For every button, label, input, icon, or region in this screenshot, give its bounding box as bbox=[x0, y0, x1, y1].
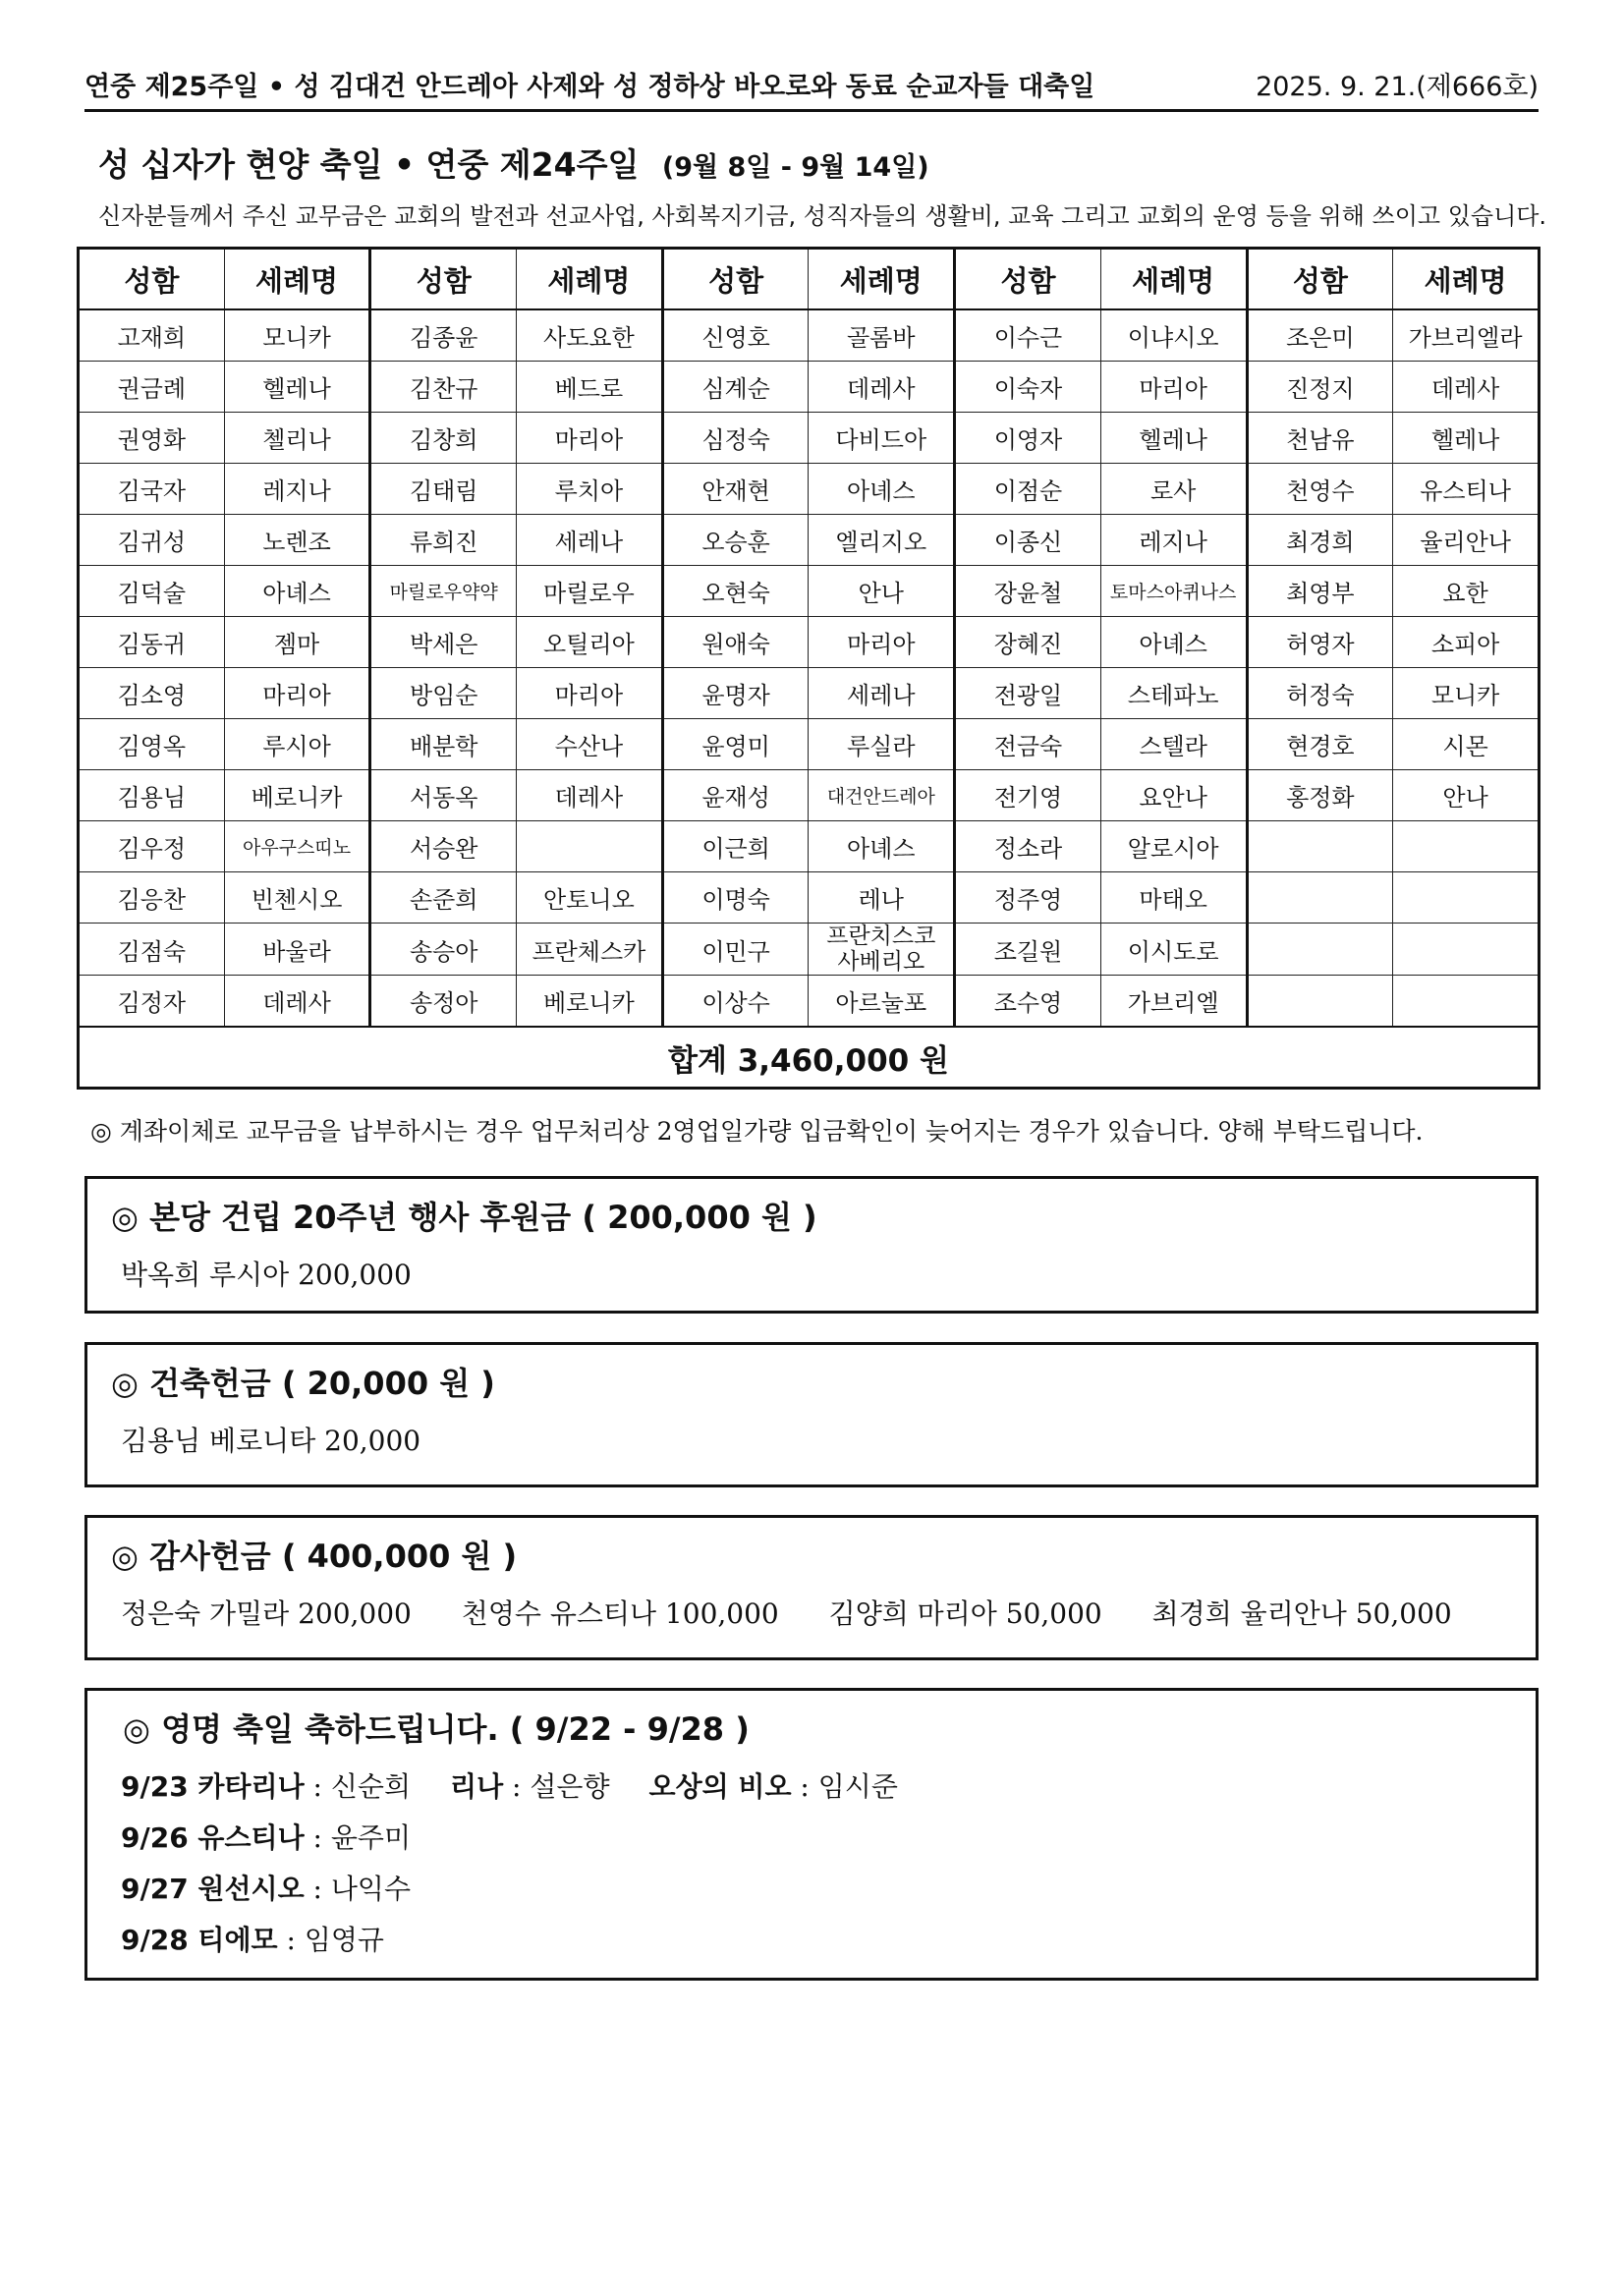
donor-name-cell: 오현숙 bbox=[662, 566, 809, 617]
baptism-name-cell: 오틸리아 bbox=[517, 617, 663, 668]
separator: : bbox=[791, 1770, 818, 1803]
section-title-text: 성 십자가 현양 축일 • 연중 제24주일 bbox=[98, 145, 640, 184]
donor-name-cell: 김찬규 bbox=[370, 362, 517, 413]
column-header-name: 성함 bbox=[370, 249, 517, 310]
donor-name-cell bbox=[1247, 976, 1393, 1028]
baptism-name-cell: 아녜스 bbox=[809, 464, 955, 515]
donor-name-cell: 홍정화 bbox=[1247, 770, 1393, 821]
donor-name-cell: 조은미 bbox=[1247, 309, 1393, 362]
baptism-name-cell: 이시도로 bbox=[1100, 924, 1247, 976]
parishioner-name: 임시준 bbox=[817, 1770, 898, 1803]
baptism-name-cell: 바울라 bbox=[224, 924, 370, 976]
baptism-name-cell: 유스티나 bbox=[1393, 464, 1540, 515]
baptism-name-cell: 세레나 bbox=[517, 515, 663, 566]
donor-name-cell: 전기영 bbox=[955, 770, 1101, 821]
baptism-name-cell: 루시아 bbox=[224, 719, 370, 770]
saint-name: 9/27 원선시오 bbox=[121, 1873, 305, 1905]
building-donation-entry: 김용님 베로니타 20,000 bbox=[121, 1425, 421, 1457]
parishioner-name: 나익수 bbox=[330, 1873, 412, 1905]
dues-table bbox=[77, 247, 1540, 1090]
baptism-name-cell: 젬마 bbox=[224, 617, 370, 668]
saint-name: 오상의 비오 bbox=[648, 1770, 792, 1803]
table-row bbox=[79, 309, 1540, 362]
total-row bbox=[79, 1027, 1540, 1089]
baptism-name-cell: 루치아 bbox=[517, 464, 663, 515]
baptism-name-cell: 노렌조 bbox=[224, 515, 370, 566]
thanksgiving-donation-entries bbox=[121, 1593, 1512, 1632]
anniversary-donation-entry: 박옥희 루시아 200,000 bbox=[121, 1259, 412, 1291]
thanksgiving-entry: 천영수 유스티나 100,000 bbox=[461, 1597, 779, 1630]
table-row bbox=[79, 872, 1540, 924]
baptism-name-cell: 헬레나 bbox=[1100, 413, 1247, 464]
baptism-name-cell: 율리안나 bbox=[1393, 515, 1540, 566]
donor-name-cell bbox=[1247, 821, 1393, 872]
donor-name-cell: 정주영 bbox=[955, 872, 1101, 924]
baptism-name-cell: 아녜스 bbox=[224, 566, 370, 617]
baptism-name-cell bbox=[1393, 821, 1540, 872]
donor-name-cell: 신영호 bbox=[662, 309, 809, 362]
table-body bbox=[79, 309, 1540, 1089]
table-row bbox=[79, 362, 1540, 413]
donor-name-cell: 이종신 bbox=[955, 515, 1101, 566]
column-header-baptism: 세례명 bbox=[1393, 249, 1540, 310]
baptism-name-cell: 빈첸시오 bbox=[224, 872, 370, 924]
baptism-name-cell: 대건안드레아 bbox=[809, 770, 955, 821]
column-header-baptism: 세례명 bbox=[809, 249, 955, 310]
total-amount: 합계 3,460,000 원 bbox=[79, 1027, 1540, 1089]
donor-name-cell: 심정숙 bbox=[662, 413, 809, 464]
baptism-name-cell: 이냐시오 bbox=[1100, 309, 1247, 362]
separator: : bbox=[304, 1770, 331, 1803]
baptism-name-cell: 골롬바 bbox=[809, 309, 955, 362]
donor-name-cell: 전광일 bbox=[955, 668, 1101, 719]
thanksgiving-entry: 최경희 율리안나 50,000 bbox=[1151, 1597, 1452, 1630]
separator: : bbox=[503, 1770, 531, 1803]
anniversary-donation-title: ◎ 본당 건립 20주년 행사 후원금 ( 200,000 원 ) bbox=[111, 1199, 817, 1236]
baptism-name-cell bbox=[1393, 924, 1540, 976]
baptism-name-cell: 데레사 bbox=[1393, 362, 1540, 413]
column-header-baptism: 세례명 bbox=[224, 249, 370, 310]
baptism-name-cell: 아녜스 bbox=[1100, 617, 1247, 668]
baptism-name-cell: 레지나 bbox=[1100, 515, 1247, 566]
column-header-baptism: 세례명 bbox=[1100, 249, 1247, 310]
baptism-name-cell bbox=[1393, 976, 1540, 1028]
baptism-name-cell: 루실라 bbox=[809, 719, 955, 770]
table-row bbox=[79, 821, 1540, 872]
feast-day-line bbox=[121, 1817, 1512, 1856]
baptism-name-cell: 아르눌포 bbox=[809, 976, 955, 1028]
separator: : bbox=[304, 1873, 331, 1905]
thanksgiving-entry: 정은숙 가밀라 200,000 bbox=[121, 1597, 412, 1630]
baptism-name-cell: 가브리엘 bbox=[1100, 976, 1247, 1028]
baptism-name-cell: 헬레나 bbox=[224, 362, 370, 413]
table-row bbox=[79, 413, 1540, 464]
baptism-name-cell: 안나 bbox=[809, 566, 955, 617]
donor-name-cell: 김종윤 bbox=[370, 309, 517, 362]
intro-text: 신자분들께서 주신 교무금은 교회의 발전과 선교사업, 사회복지기금, 성직자들의 생활비, 교육 그리고 교회의 운영 등을 위해 쓰이고 있습니다. bbox=[98, 202, 1547, 230]
donor-name-cell: 이영자 bbox=[955, 413, 1101, 464]
donor-name-cell: 윤재성 bbox=[662, 770, 809, 821]
baptism-name-cell: 첼리나 bbox=[224, 413, 370, 464]
donor-name-cell: 방임순 bbox=[370, 668, 517, 719]
baptism-name-cell: 로사 bbox=[1100, 464, 1247, 515]
donor-name-cell: 이상수 bbox=[662, 976, 809, 1028]
baptism-name-cell bbox=[517, 821, 663, 872]
table-row bbox=[79, 770, 1540, 821]
parishioner-name: 임영규 bbox=[304, 1924, 384, 1956]
parishioner-name: 설은향 bbox=[530, 1770, 610, 1803]
baptism-name-cell: 다비드아 bbox=[809, 413, 955, 464]
baptism-name-cell: 아우구스띠노 bbox=[224, 821, 370, 872]
donor-name-cell: 심계순 bbox=[662, 362, 809, 413]
baptism-name-cell: 마리아 bbox=[809, 617, 955, 668]
baptism-name-cell: 가브리엘라 bbox=[1393, 309, 1540, 362]
donor-name-cell: 마릴로우약약 bbox=[370, 566, 517, 617]
baptism-name-cell: 모니카 bbox=[224, 309, 370, 362]
table-row bbox=[79, 464, 1540, 515]
donor-name-cell: 박세은 bbox=[370, 617, 517, 668]
saint-name: 9/28 티에모 bbox=[121, 1924, 278, 1956]
baptism-name-cell: 엘리지오 bbox=[809, 515, 955, 566]
donor-name-cell: 이숙자 bbox=[955, 362, 1101, 413]
donor-name-cell: 김응찬 bbox=[79, 872, 225, 924]
feast-day-lines bbox=[111, 1765, 1512, 1958]
donor-name-cell: 손준희 bbox=[370, 872, 517, 924]
donor-name-cell: 장윤철 bbox=[955, 566, 1101, 617]
feast-day-line bbox=[121, 1765, 1512, 1805]
column-header-name: 성함 bbox=[662, 249, 809, 310]
baptism-name-cell: 마릴로우 bbox=[517, 566, 663, 617]
table-header-row bbox=[79, 249, 1540, 310]
thanksgiving-donation-title: ◎ 감사헌금 ( 400,000 원 ) bbox=[111, 1538, 518, 1575]
donor-name-cell: 권영화 bbox=[79, 413, 225, 464]
donor-name-cell: 류희진 bbox=[370, 515, 517, 566]
transfer-notice: ◎ 계좌이체로 교무금을 납부하시는 경우 업무처리상 2영업일가량 입금확인이 늦어지는 경우가 있습니다. 양해 부탁드립니다. bbox=[90, 1117, 1424, 1146]
donor-name-cell: 김소영 bbox=[79, 668, 225, 719]
thanksgiving-entry: 김양희 마리아 50,000 bbox=[828, 1597, 1102, 1630]
donor-name-cell: 배분학 bbox=[370, 719, 517, 770]
feast-day-box bbox=[84, 1688, 1539, 1981]
column-header-name: 성함 bbox=[79, 249, 225, 310]
donor-name-cell: 고재희 bbox=[79, 309, 225, 362]
donor-name-cell: 김덕술 bbox=[79, 566, 225, 617]
feast-day-line bbox=[121, 1868, 1512, 1907]
donor-name-cell: 이근희 bbox=[662, 821, 809, 872]
baptism-name-cell: 데레사 bbox=[517, 770, 663, 821]
donor-name-cell: 오승훈 bbox=[662, 515, 809, 566]
table-row bbox=[79, 924, 1540, 976]
table-row bbox=[79, 617, 1540, 668]
donor-name-cell: 김영옥 bbox=[79, 719, 225, 770]
baptism-name-cell: 데레사 bbox=[809, 362, 955, 413]
donor-name-cell: 송정아 bbox=[370, 976, 517, 1028]
table-row bbox=[79, 668, 1540, 719]
building-donation-title: ◎ 건축헌금 ( 20,000 원 ) bbox=[111, 1365, 495, 1402]
baptism-name-cell: 헬레나 bbox=[1393, 413, 1540, 464]
donor-name-cell: 정소라 bbox=[955, 821, 1101, 872]
donor-name-cell: 김용님 bbox=[79, 770, 225, 821]
donor-name-cell: 김우정 bbox=[79, 821, 225, 872]
baptism-name-cell: 수산나 bbox=[517, 719, 663, 770]
baptism-name-cell: 레나 bbox=[809, 872, 955, 924]
donor-name-cell: 원애숙 bbox=[662, 617, 809, 668]
baptism-name-cell bbox=[1393, 872, 1540, 924]
donor-name-cell: 조수영 bbox=[955, 976, 1101, 1028]
donor-name-cell: 허영자 bbox=[1247, 617, 1393, 668]
baptism-name-cell: 베드로 bbox=[517, 362, 663, 413]
baptism-name-cell: 모니카 bbox=[1393, 668, 1540, 719]
bulletin-header bbox=[84, 65, 1539, 112]
saint-name: 9/23 카타리나 bbox=[121, 1770, 305, 1803]
baptism-name-cell: 소피아 bbox=[1393, 617, 1540, 668]
donor-name-cell: 이민구 bbox=[662, 924, 809, 976]
donor-name-cell: 김창희 bbox=[370, 413, 517, 464]
donor-name-cell: 김점숙 bbox=[79, 924, 225, 976]
donor-name-cell: 장혜진 bbox=[955, 617, 1101, 668]
donor-name-cell: 서승완 bbox=[370, 821, 517, 872]
saint-name: 9/26 유스티나 bbox=[121, 1821, 305, 1854]
feast-day-title: ◎ 영명 축일 축하드립니다. ( 9/22 - 9/28 ) bbox=[123, 1710, 750, 1748]
baptism-name-cell: 데레사 bbox=[224, 976, 370, 1028]
baptism-name-cell: 마리아 bbox=[517, 413, 663, 464]
donor-name-cell: 이점순 bbox=[955, 464, 1101, 515]
baptism-name-cell: 시몬 bbox=[1393, 719, 1540, 770]
separator: : bbox=[277, 1924, 305, 1956]
baptism-name-cell: 안토니오 bbox=[517, 872, 663, 924]
column-header-name: 성함 bbox=[955, 249, 1101, 310]
table-row bbox=[79, 566, 1540, 617]
donor-name-cell: 이수근 bbox=[955, 309, 1101, 362]
donor-name-cell: 송승아 bbox=[370, 924, 517, 976]
header-date-issue: 2025. 9. 21.(제666호) bbox=[1256, 72, 1539, 102]
baptism-name-cell: 프란치스코 사베리오 bbox=[809, 924, 955, 976]
baptism-name-cell: 베로니카 bbox=[224, 770, 370, 821]
header-feast-title: 연중 제25주일 • 성 김대건 안드레아 사제와 성 정하상 바오로와 동료 순교자들 대축일 bbox=[84, 72, 1095, 102]
donor-name-cell: 서동옥 bbox=[370, 770, 517, 821]
baptism-name-cell: 토마스아퀴나스 bbox=[1100, 566, 1247, 617]
donor-name-cell: 김동귀 bbox=[79, 617, 225, 668]
baptism-name-cell: 안나 bbox=[1393, 770, 1540, 821]
anniversary-donation-box bbox=[84, 1176, 1539, 1314]
saint-name: 리나 bbox=[450, 1770, 504, 1803]
donor-name-cell: 진정지 bbox=[1247, 362, 1393, 413]
baptism-name-cell: 스테파노 bbox=[1100, 668, 1247, 719]
donor-name-cell bbox=[1247, 924, 1393, 976]
donor-name-cell: 김귀성 bbox=[79, 515, 225, 566]
baptism-name-cell: 사도요한 bbox=[517, 309, 663, 362]
baptism-name-cell: 스텔라 bbox=[1100, 719, 1247, 770]
baptism-name-cell: 마리아 bbox=[517, 668, 663, 719]
donor-name-cell: 천남유 bbox=[1247, 413, 1393, 464]
donor-name-cell: 최경희 bbox=[1247, 515, 1393, 566]
donor-name-cell: 윤명자 bbox=[662, 668, 809, 719]
donor-name-cell: 최영부 bbox=[1247, 566, 1393, 617]
table-row bbox=[79, 976, 1540, 1028]
baptism-name-cell: 세레나 bbox=[809, 668, 955, 719]
baptism-name-cell: 레지나 bbox=[224, 464, 370, 515]
baptism-name-cell: 마태오 bbox=[1100, 872, 1247, 924]
donor-name-cell: 허정숙 bbox=[1247, 668, 1393, 719]
donor-name-cell: 김정자 bbox=[79, 976, 225, 1028]
table-row bbox=[79, 719, 1540, 770]
column-header-baptism: 세례명 bbox=[517, 249, 663, 310]
donor-name-cell: 천영수 bbox=[1247, 464, 1393, 515]
baptism-name-cell: 아녜스 bbox=[809, 821, 955, 872]
donor-name-cell: 김국자 bbox=[79, 464, 225, 515]
table-row bbox=[79, 515, 1540, 566]
column-header-name: 성함 bbox=[1247, 249, 1393, 310]
baptism-name-cell: 알로시아 bbox=[1100, 821, 1247, 872]
section-title bbox=[98, 140, 929, 186]
baptism-name-cell: 마리아 bbox=[224, 668, 370, 719]
parishioner-name: 윤주미 bbox=[330, 1821, 412, 1854]
baptism-name-cell: 마리아 bbox=[1100, 362, 1247, 413]
thanksgiving-donation-box bbox=[84, 1515, 1539, 1660]
donor-name-cell: 안재현 bbox=[662, 464, 809, 515]
donor-name-cell bbox=[1247, 872, 1393, 924]
baptism-name-cell: 요안나 bbox=[1100, 770, 1247, 821]
separator: : bbox=[304, 1821, 331, 1854]
baptism-name-cell: 프란체스카 bbox=[517, 924, 663, 976]
donor-name-cell: 김태림 bbox=[370, 464, 517, 515]
building-donation-box bbox=[84, 1342, 1539, 1487]
donor-name-cell: 윤영미 bbox=[662, 719, 809, 770]
donor-name-cell: 이명숙 bbox=[662, 872, 809, 924]
parishioner-name: 신순희 bbox=[330, 1770, 412, 1803]
baptism-name-cell: 베로니카 bbox=[517, 976, 663, 1028]
donor-name-cell: 권금례 bbox=[79, 362, 225, 413]
baptism-name-cell: 요한 bbox=[1393, 566, 1540, 617]
feast-day-line bbox=[121, 1919, 1512, 1958]
donor-name-cell: 조길원 bbox=[955, 924, 1101, 976]
donor-name-cell: 현경호 bbox=[1247, 719, 1393, 770]
section-date-range: (9월 8일 - 9월 14일) bbox=[661, 152, 929, 183]
donor-name-cell: 전금숙 bbox=[955, 719, 1101, 770]
